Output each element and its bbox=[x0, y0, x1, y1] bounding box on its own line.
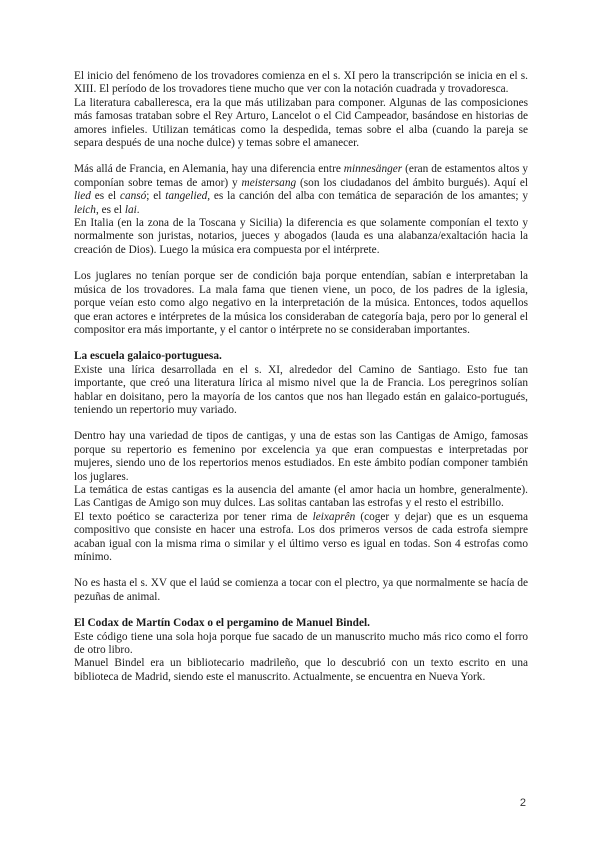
paragraph-leixapren: El texto poético se caracteriza por tener rima de leixaprên (coger y dejar) que es un esquema compositivo que consiste en hacer una estrofa. Los dos primeros versos de cada estrofa siempre acaban igual con la misma rima o similar y el último verso es igual en todas. Son 4 estrofas como mínimo. bbox=[74, 510, 529, 563]
paragraph-lute: No es hasta el s. XV que el laúd se comienza a tocar con el plectro, ya que normalmente se hacía de pezuñas de animal. bbox=[74, 577, 528, 603]
section-heading-codax: El Codax de Martín Codax o el pergamino de Manuel Bindel. bbox=[74, 617, 370, 630]
page-number: 2 bbox=[519, 797, 526, 809]
paragraph-italy: En Italia (en la zona de la Toscana y Sicilia) la diferencia es que solamente componían el texto y normalmente son juristas, notarios, jueces y abogados (lauda es una alabanza/exaltación hacia la creación de Dios). Luego la música era compuesta por el intérprete. bbox=[74, 217, 528, 256]
paragraph-manuel-bindel: Manuel Bindel era un bibliotecario madrileño, que lo descubrió con un texto escrito en una biblioteca de Madrid, siendo este el manuscrito. Actualmente, se encuentra en Nueva York. bbox=[74, 657, 528, 683]
paragraph-chivalric-literature: La literatura caballeresca, era la que más utilizaban para componer. Algunas de las composiciones más famosas trataban sobre el Rey Arturo, Lancelot o el Cid Campeador, basándose en historias de amores infieles. Utilizan temáticas como la despedida, temas sobre el alba (cuando la pareja se separa después de una noche dulce) y temas sobre el amanecer. bbox=[74, 96, 528, 150]
paragraph-cantigas-theme: La temática de estas cantigas es la ausencia del amante (el amor hacia un hombre, generalmente). Las Cantigas de Amigo son muy dulces. Las solitas cantaban las estrofas y el resto el estribillo. bbox=[74, 483, 528, 510]
paragraph-codex-single-sheet: Este código tiene una sola hoja porque fue sacado de un manuscrito mucho más rico como el forro de otro libro. bbox=[74, 630, 528, 657]
paragraph-cantigas-types: Dentro hay una variedad de tipos de cantigas, y una de estas son las Cantigas de Amigo, famosas porque su repertorio es femenino por excelencia ya que eran compuestas e interpretadas por mujeres, siendo uno de los repertorios menos estudiados. En este ámbito podían componer también los juglares. bbox=[74, 430, 528, 483]
paragraph-germany: Más allá de Francia, en Alemania, hay una diferencia entre minnesänger (eran de estamentos altos y componían sobre temas de amor) y meistersang (son los ciudadanos del ámbito burgués). Aquí el lied es el cansó; el tangelied, es la canción del alba con temática de separación de los amantes; y leich, es el lai. bbox=[74, 163, 529, 216]
paragraph-minstrels: Los juglares no tenían porque ser de condición baja porque entendían, sabían e interpretaban la música de los trovadores. La mala fama que tienen viene, un poco, de los padres de la iglesia, porque veían esto como algo negativo en la interpretación de la música. Entonces, todos aquellos que eran actores e intérpretes de la música los consideraban de categoría baja, pero por lo general el compositor era más importante, y el cantor o intérprete no se consideraban importantes. bbox=[74, 270, 528, 336]
paragraph-camino-santiago: Existe una lírica desarrollada en el s. XI, alrededor del Camino de Santiago. Esto fue tan importante, que creó una literatura lírica al mismo nivel que la de Francia. Los peregrinos solían hablar en doisitano, pero la mayoría de los cantos que nos han llegado están en galaico-portugués, teniendo un repertorio muy variado. bbox=[74, 363, 528, 416]
page-body bbox=[74, 70, 528, 684]
paragraph-troubadours-origin: El inicio del fenómeno de los trovadores comienza en el s. XI pero la transcripción se inicia en el s. XIII. El período de los trovadores tiene mucho que ver con la notación cuadrada y trovadoresca. bbox=[74, 70, 528, 96]
section-heading-galician-portuguese: La escuela galaico-portuguesa. bbox=[74, 350, 222, 363]
